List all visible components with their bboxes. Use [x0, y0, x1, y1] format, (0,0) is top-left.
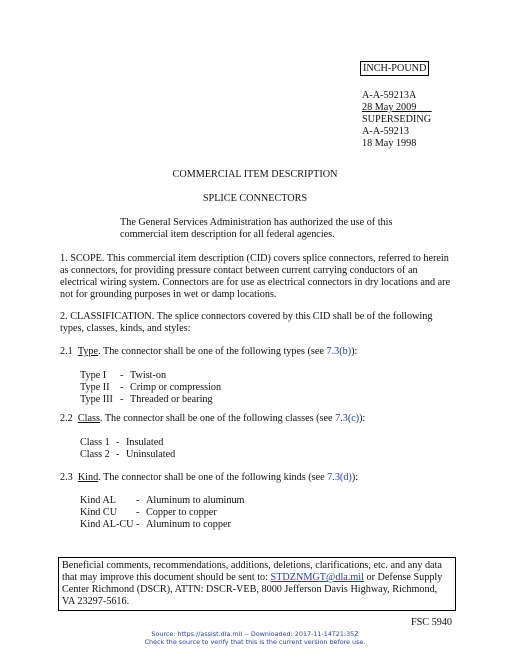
document-date: 28 May 2009 — [362, 102, 417, 113]
superseding-label: SUPERSEDING — [362, 114, 432, 125]
authorization-line-1: The General Services Administration has authorized the use of this — [120, 217, 393, 228]
kind-section-heading: 2.3 Kind. The connector shall be one of the following kinds (see 7.3(d)): — [60, 472, 359, 483]
class-reference-link[interactable]: 7.3(c) — [335, 413, 360, 424]
type-heading: Type — [77, 346, 99, 357]
list-item: Kind AL-CU - Aluminum to copper — [80, 519, 231, 530]
previous-document-date: 18 May 1998 — [362, 138, 417, 149]
document-subject: SPLICE CONNECTORS — [202, 193, 308, 204]
inch-pound-label: INCH-POUND — [360, 61, 429, 76]
previous-document-number: A-A-59213 — [362, 126, 409, 137]
list-item: Kind AL - Aluminum to aluminum — [80, 495, 245, 506]
class-section-heading: 2.2 Class. The connector shall be one of the following classes (see 7.3(c)): — [60, 413, 366, 424]
kind-heading: Kind — [77, 472, 99, 483]
download-footer — [0, 630, 510, 646]
scope-paragraph: 1. SCOPE. This commercial item description (CID) covers splice connectors, referred to herein as connectors, for providing pressure contact between current carrying conductors of an electrical wiring system. Connectors are for use as electrical connectors in dry locations and are not for grounding purposes in wet or damp locations. — [60, 253, 451, 300]
document-title: COMMERCIAL ITEM DESCRIPTION — [172, 169, 338, 180]
list-item: Class 1 - Insulated — [80, 437, 164, 448]
list-item: Class 2 - Uninsulated — [80, 449, 176, 460]
class-list — [80, 437, 175, 461]
document-identification — [362, 90, 432, 150]
list-item: Type I - Twist-on — [80, 370, 167, 381]
comments-box: Beneficial comments, recommendations, additions, deletions, clarifications, etc. and any data that may improve this document should be sent to: STDZNMGT@dla.mil or Defense Supply Center Richmond (DSCR), ATTN: DSCR-VEB, 8000 Jefferson Davis Highway, Richmond, VA 23297-5616. — [58, 557, 456, 611]
authorization-line-2: commercial item description for all federal agencies. — [120, 229, 335, 240]
type-section-heading: 2.1 Type. The connector shall be one of the following types (see 7.3(b)): — [60, 346, 358, 357]
classification-paragraph: 2. CLASSIFICATION. The splice connectors covered by this CID shall be of the following types, classes, kinds, and styles: — [60, 311, 433, 334]
footer-source-line: Source: https://assist.dla.mil -- Downloaded: 2017-11-14T21:35Z — [151, 630, 359, 638]
type-reference-link[interactable]: 7.3(b) — [326, 346, 352, 357]
list-item: Kind CU - Copper to copper — [80, 507, 217, 518]
list-item: Type III - Threaded or bearing — [80, 394, 213, 405]
authorization-statement — [120, 217, 392, 241]
comments-email-link[interactable]: STDZNMGT@dla.mil — [270, 572, 364, 583]
document-number: A-A-59213A — [362, 90, 417, 101]
kind-reference-link[interactable]: 7.3(d) — [327, 472, 352, 483]
type-list — [80, 370, 221, 406]
list-item: Type II - Crimp or compression — [80, 382, 222, 393]
kind-list — [80, 495, 244, 531]
footer-verify-line: Check the source to verify that this is the current version before use. — [144, 638, 366, 646]
fsc-code: FSC 5940 — [410, 617, 452, 628]
class-heading: Class — [77, 413, 100, 424]
